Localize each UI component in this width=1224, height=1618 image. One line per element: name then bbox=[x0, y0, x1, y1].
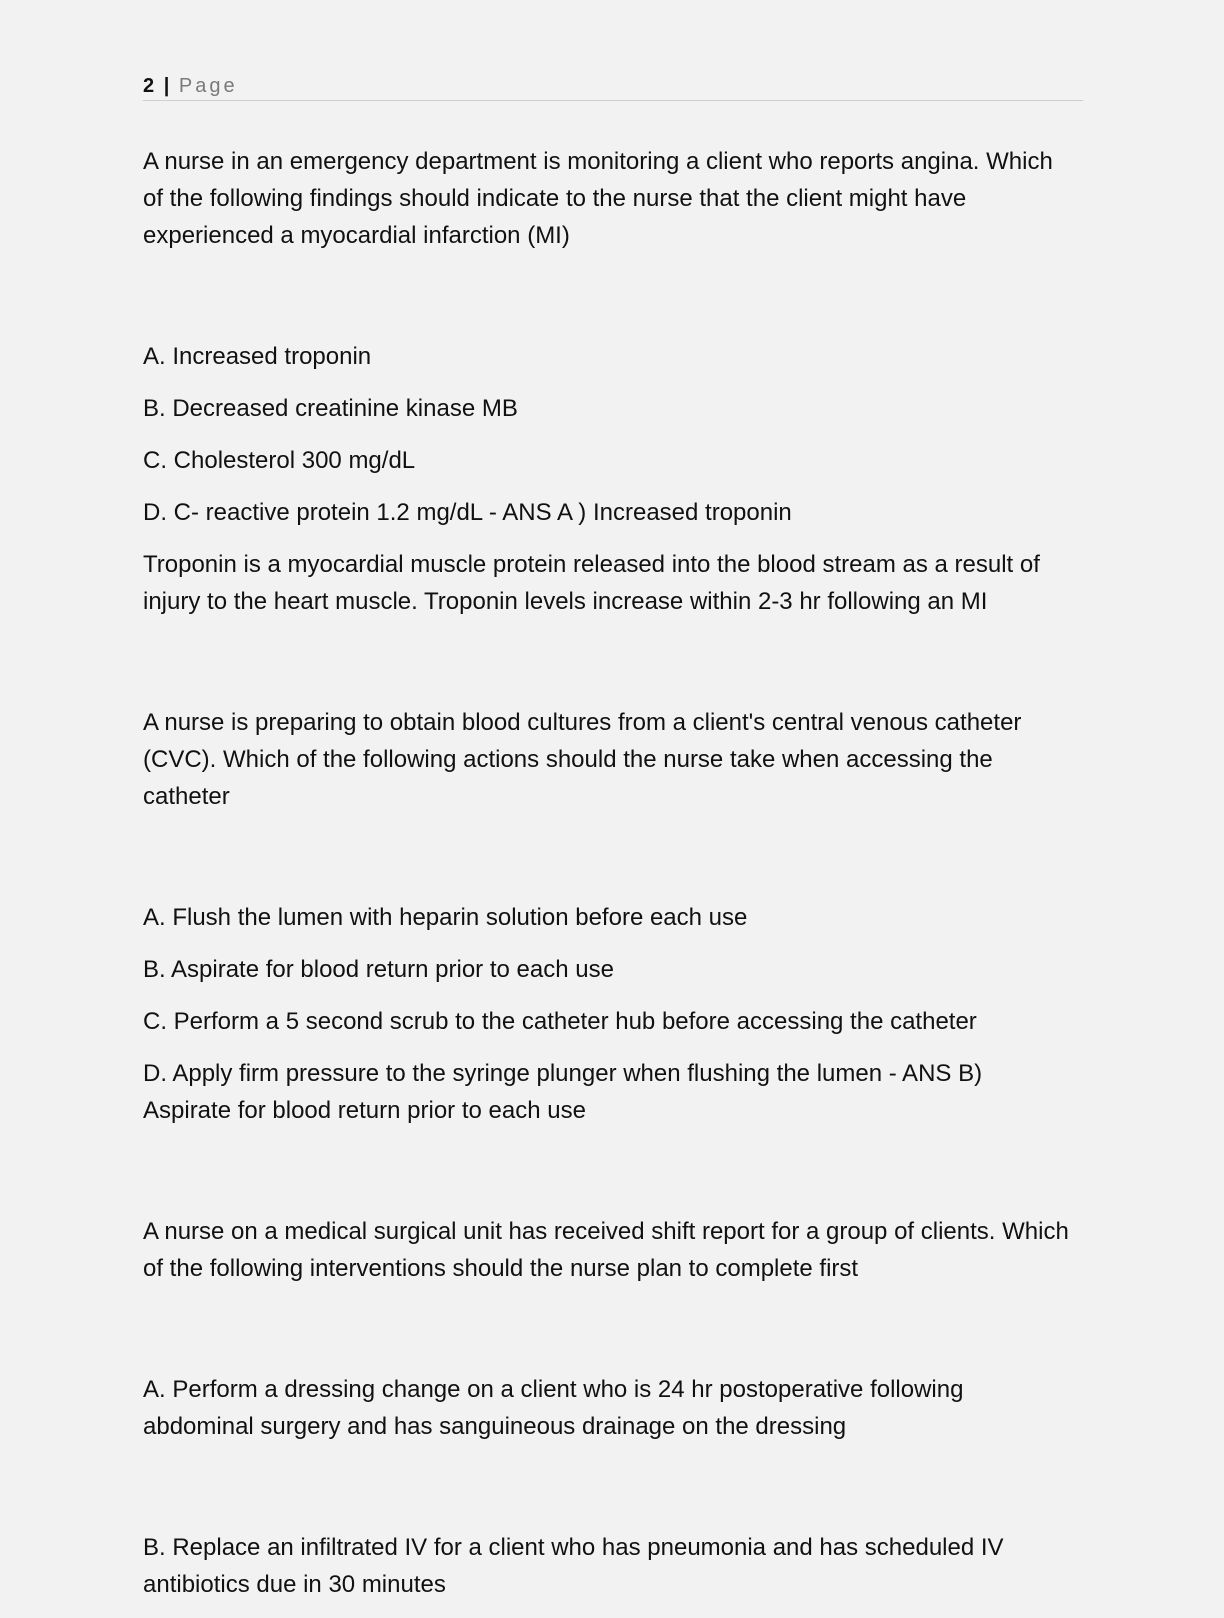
question-1-option-c: C. Cholesterol 300 mg/dL bbox=[143, 447, 416, 474]
header-separator: | bbox=[163, 75, 170, 97]
question-3-option-a: A. Perform a dressing change on a client who is 24 hr postoperative following abdominal surgery and has sanguineous drainage on the dressing bbox=[143, 1376, 964, 1440]
question-2-option-c: C. Perform a 5 second scrub to the catheter hub before accessing the catheter bbox=[143, 1008, 977, 1035]
question-1-option-d-answer: D. C- reactive protein 1.2 mg/dL - ANS A ) Increased troponin bbox=[143, 499, 792, 526]
question-3-stem: A nurse on a medical surgical unit has received shift report for a group of clients. Which of the following interventions should the nurse plan to complete first bbox=[143, 1218, 1069, 1282]
question-2-stem: A nurse is preparing to obtain blood cultures from a client's central venous catheter (CVC). Which of the following actions should the nurse take when accessing the catheter bbox=[143, 709, 1022, 810]
question-3-option-b: B. Replace an infiltrated IV for a client who has pneumonia and has scheduled IV antibiotics due in 30 minutes bbox=[143, 1534, 1004, 1598]
question-2-option-a: A. Flush the lumen with heparin solution before each use bbox=[143, 904, 748, 931]
document-body bbox=[143, 143, 1073, 1618]
question-1-stem: A nurse in an emergency department is monitoring a client who reports angina. Which of the following findings should indicate to the nurse that the client might have experienced a myocardial infarction (MI) bbox=[143, 148, 1053, 249]
question-2-option-b: B. Aspirate for blood return prior to each use bbox=[143, 956, 614, 983]
page-number: 2 bbox=[143, 75, 155, 97]
question-1-option-a: A. Increased troponin bbox=[143, 343, 372, 370]
question-1-rationale: Troponin is a myocardial muscle protein released into the blood stream as a result of injury to the heart muscle. Troponin levels increase within 2-3 hr following an MI bbox=[143, 551, 1040, 615]
page-header bbox=[143, 72, 1083, 101]
page-label: Page bbox=[178, 75, 238, 97]
question-2-option-d-answer: D. Apply firm pressure to the syringe plunger when flushing the lumen - ANS B) Aspirate for blood return prior to each use bbox=[143, 1060, 983, 1124]
question-1-option-b: B. Decreased creatinine kinase MB bbox=[143, 395, 518, 422]
